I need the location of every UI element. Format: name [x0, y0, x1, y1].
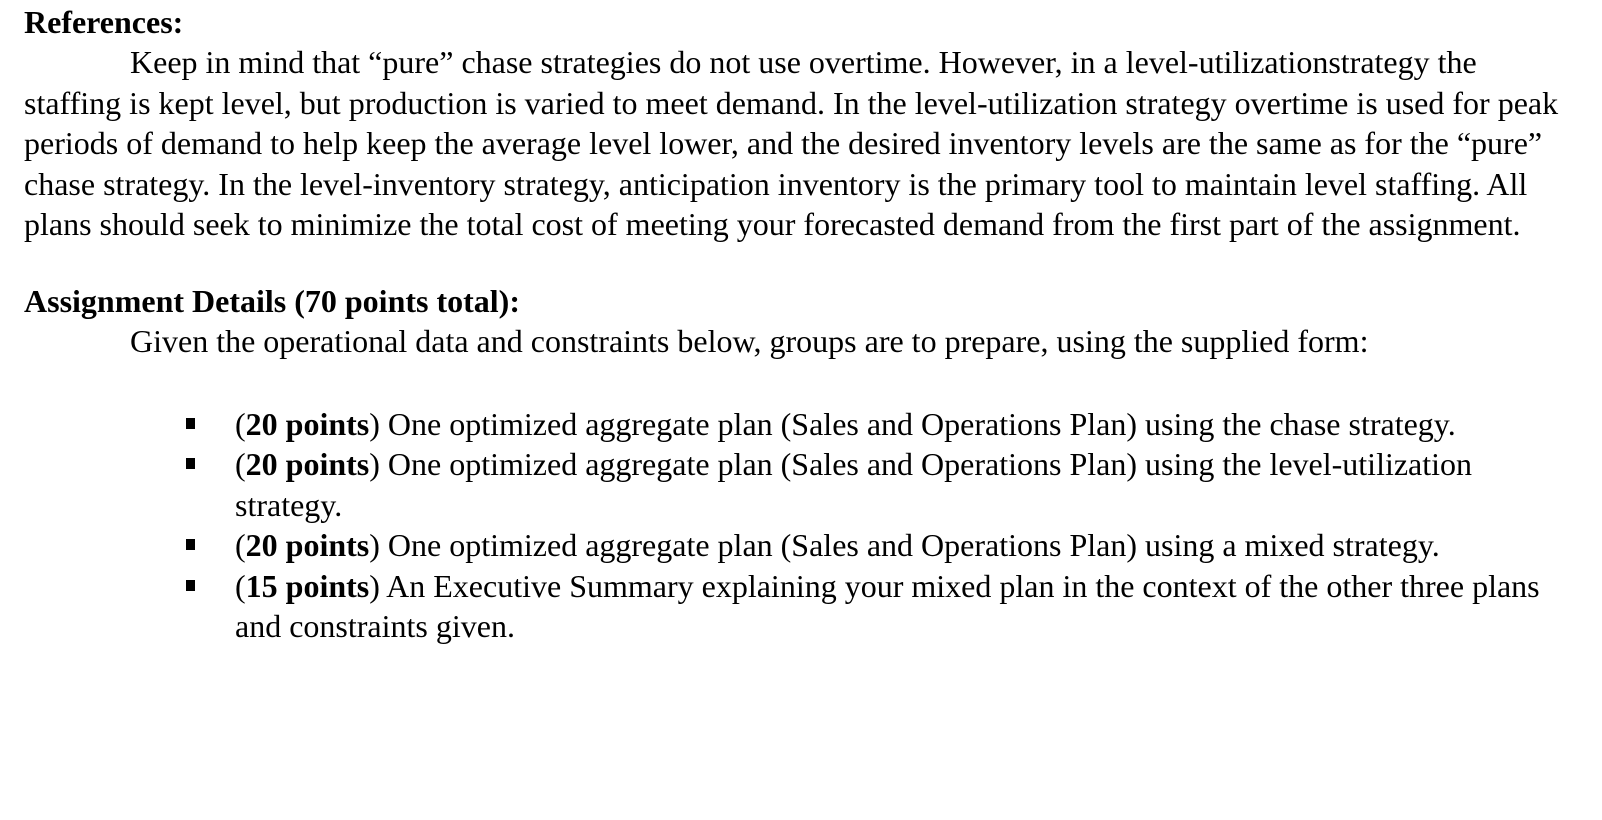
item-points: 15 points: [245, 567, 370, 604]
list-item: [24, 444, 1545, 525]
square-bullet-icon: [186, 418, 195, 429]
item-text: ) One optimized aggregate plan (Sales and Operations Plan) using the chase strategy.: [369, 405, 1456, 442]
item-open-paren: (: [235, 446, 246, 483]
item-text: ) One optimized aggregate plan (Sales and Operations Plan) using the level-utilization strategy.: [235, 446, 1473, 523]
square-bullet-icon: [186, 539, 195, 550]
item-points: 20 points: [245, 405, 370, 442]
item-open-paren: (: [235, 405, 246, 442]
section-gap: [24, 245, 1584, 281]
item-open-paren: (: [235, 527, 246, 564]
list-item: [24, 566, 1545, 647]
item-points: 20 points: [245, 446, 370, 483]
item-open-paren: (: [235, 567, 246, 604]
item-text: ) An Executive Summary explaining your mixed plan in the context of the other three plans and constraints given.: [235, 567, 1540, 645]
square-bullet-icon: [186, 458, 195, 469]
square-bullet-icon: [186, 580, 195, 591]
references-paragraph: Keep in mind that “pure” chase strategies do not use overtime. However, in a level-utilizationstrategy the staffing is kept level, but production is varied to meet demand. In the level-utilization strategy overtime is used for peak periods of demand to help keep the average level lower, and the desired inventory levels are the same as for the “pure” chase strategy. In the level-inventory strategy, anticipation inventory is the primary tool to maintain level staffing. All plans should seek to minimize the total cost of meeting your forecasted demand from the first part of the assignment.: [24, 44, 1559, 243]
list-item: [24, 404, 1545, 445]
document-page: [24, 2, 1584, 645]
deliverables-list: [24, 404, 1584, 647]
assignment-intro: Given the operational data and constraints below, groups are to prepare, using the supplied form:: [130, 322, 1369, 359]
item-text: ) One optimized aggregate plan (Sales and Operations Plan) using a mixed strategy.: [369, 527, 1440, 564]
references-heading: References:: [24, 4, 184, 40]
assignment-heading: Assignment Details (70 points total):: [24, 282, 520, 319]
list-item: [24, 525, 1545, 566]
item-points: 20 points: [245, 527, 370, 564]
